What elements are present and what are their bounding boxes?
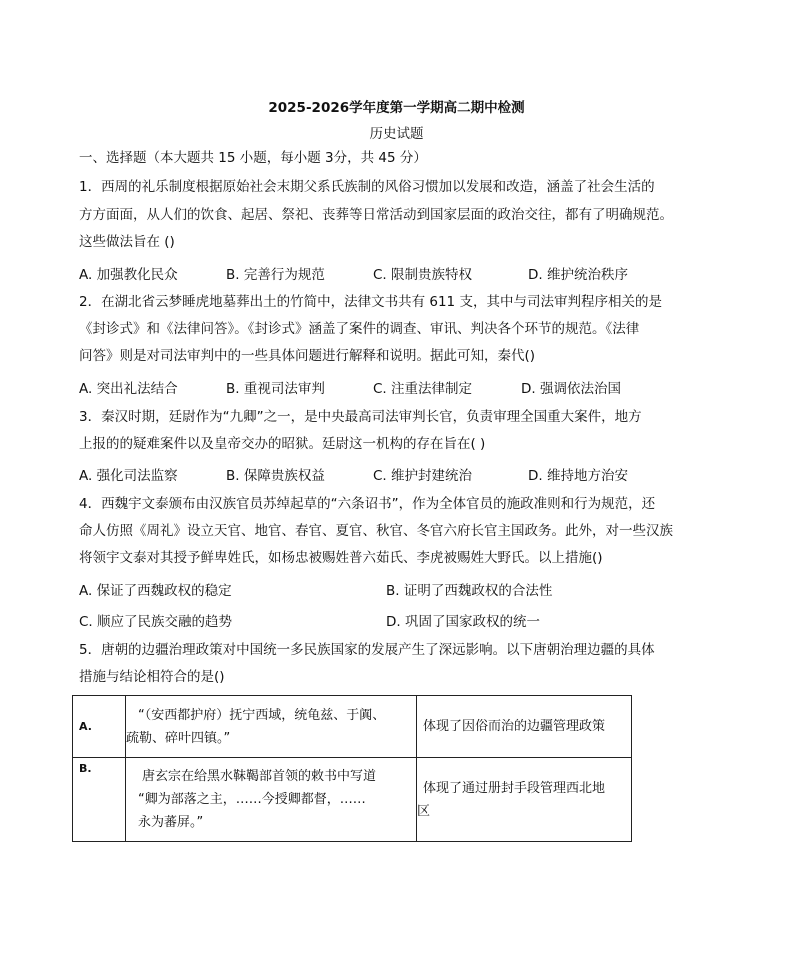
q3-option-b: B. 保障贵族权益	[226, 468, 325, 484]
q5-row-a-quote-line-2: 疏勒、碎叶四镇。”	[126, 730, 231, 746]
q2-option-d: D. 强调依法治国	[521, 381, 621, 397]
q1-line-2: 方方面面，从人们的饮食、起居、祭祀、丧葬等日常活动到国家层面的政治交往，都有了明确规范。	[79, 207, 673, 223]
q1-line-1: 1．西周的礼乐制度根据原始社会末期父系氏族制的风俗习惯加以发展和改造，涵盖了社会生活的	[79, 179, 655, 195]
exam-title: 2025-2026学年度第一学期高二期中检测	[268, 100, 525, 116]
q5-row-a-conclusion-cell	[417, 696, 632, 758]
q5-table	[72, 695, 632, 842]
q1-option-c: C. 限制贵族特权	[373, 267, 473, 283]
q5-row-b-quote-cell	[126, 758, 417, 842]
q1-option-a: A. 加强教化民众	[79, 267, 178, 283]
q4-option-b: B. 证明了西魏政权的合法性	[386, 583, 553, 599]
q5-row-b-quote-line-2: “卿为部落之主，……今授卿都督，……	[138, 792, 366, 807]
q3-option-a: A. 强化司法监察	[79, 468, 178, 484]
q5-row-a-label: A.	[79, 720, 92, 733]
q5-row-a-quote-line-1: “（安西都护府）抚宁西域，统龟兹、于阗、	[138, 707, 386, 723]
q4-line-2: 命人仿照《周礼》设立天官、地官、春官、夏官、秋官、冬官六府长官主国政务。此外，对一些汉族	[79, 523, 673, 539]
q3-line-2: 上报的的疑难案件以及皇帝交办的昭狱。廷尉这一机构的存在旨在( )	[79, 436, 486, 452]
q5-line-1: 5．唐朝的边疆治理政策对中国统一多民族国家的发展产生了深远影响。以下唐朝治理边疆的具体	[79, 642, 655, 658]
q3-option-c: C. 维护封建统治	[373, 468, 473, 484]
q4-line-1: 4．西魏宇文泰颁布由汉族官员苏绰起草的“六条诏书”，作为全体官员的施政准则和行为规范，还	[79, 496, 656, 512]
q2-line-1: 2．在湖北省云梦睡虎地墓葬出土的竹简中，法律文书共有 611 支，其中与司法审判程序相关的是	[79, 294, 662, 310]
q5-row-a-conclusion: 体现了因俗而治的边疆管理政策	[423, 719, 606, 734]
q5-row-b-quote-line-1: 唐玄宗在给黑水靺鞨部首领的敕书中写道	[142, 769, 377, 784]
q5-row-a-label-cell	[73, 696, 126, 758]
q1-option-d: D. 维护统治秩序	[528, 267, 628, 283]
q5-row-b-label: B.	[79, 762, 92, 775]
q5-row-b-conclusion-cell	[417, 758, 632, 842]
q2-line-3: 问答》则是对司法审判中的一些具体问题进行解释和说明。据此可知，秦代()	[79, 348, 536, 364]
q3-option-d: D. 维持地方治安	[528, 468, 628, 484]
q2-line-2: 《封诊式》和《法律问答》。《封诊式》涵盖了案件的调查、审讯、判决各个环节的规范。《法律	[79, 321, 640, 337]
q2-option-a: A. 突出礼法结合	[79, 381, 178, 397]
q4-line-3: 将领宇文泰对其授予鲜卑姓氏，如杨忠被赐姓普六茹氏、李虎被赐姓大野氏。以上措施()	[79, 550, 603, 566]
q2-option-b: B. 重视司法审判	[226, 381, 325, 397]
q5-row-b-conclusion-line-2: 区	[417, 803, 431, 819]
section-heading: 一、选择题（本大题共 15 小题，每小题 3分，共 45 分）	[79, 150, 427, 166]
q5-row-b-quote-line-3: 永为蕃屏。”	[138, 815, 204, 830]
table-row	[73, 758, 632, 842]
q5-row-b-conclusion-line-1: 体现了通过册封手段管理西北地	[423, 780, 606, 796]
q4-option-a: A. 保证了西魏政权的稳定	[79, 583, 232, 599]
q2-option-c: C. 注重法律制定	[373, 381, 473, 397]
exam-subtitle: 历史试题	[369, 126, 424, 142]
q5-line-2: 措施与结论相符合的是()	[79, 669, 225, 685]
q5-row-b-label-cell	[73, 758, 126, 842]
q1-line-3: 这些做法旨在 ()	[79, 234, 175, 250]
q5-row-a-quote-cell	[126, 696, 417, 758]
q3-line-1: 3．秦汉时期，廷尉作为“九卿”之一，是中央最高司法审判长官，负责审理全国重大案件，地方	[79, 409, 642, 425]
q4-option-c: C. 顺应了民族交融的趋势	[79, 614, 233, 630]
q1-option-b: B. 完善行为规范	[226, 267, 325, 283]
q4-option-d: D. 巩固了国家政权的统一	[386, 614, 540, 630]
table-row	[73, 696, 632, 758]
